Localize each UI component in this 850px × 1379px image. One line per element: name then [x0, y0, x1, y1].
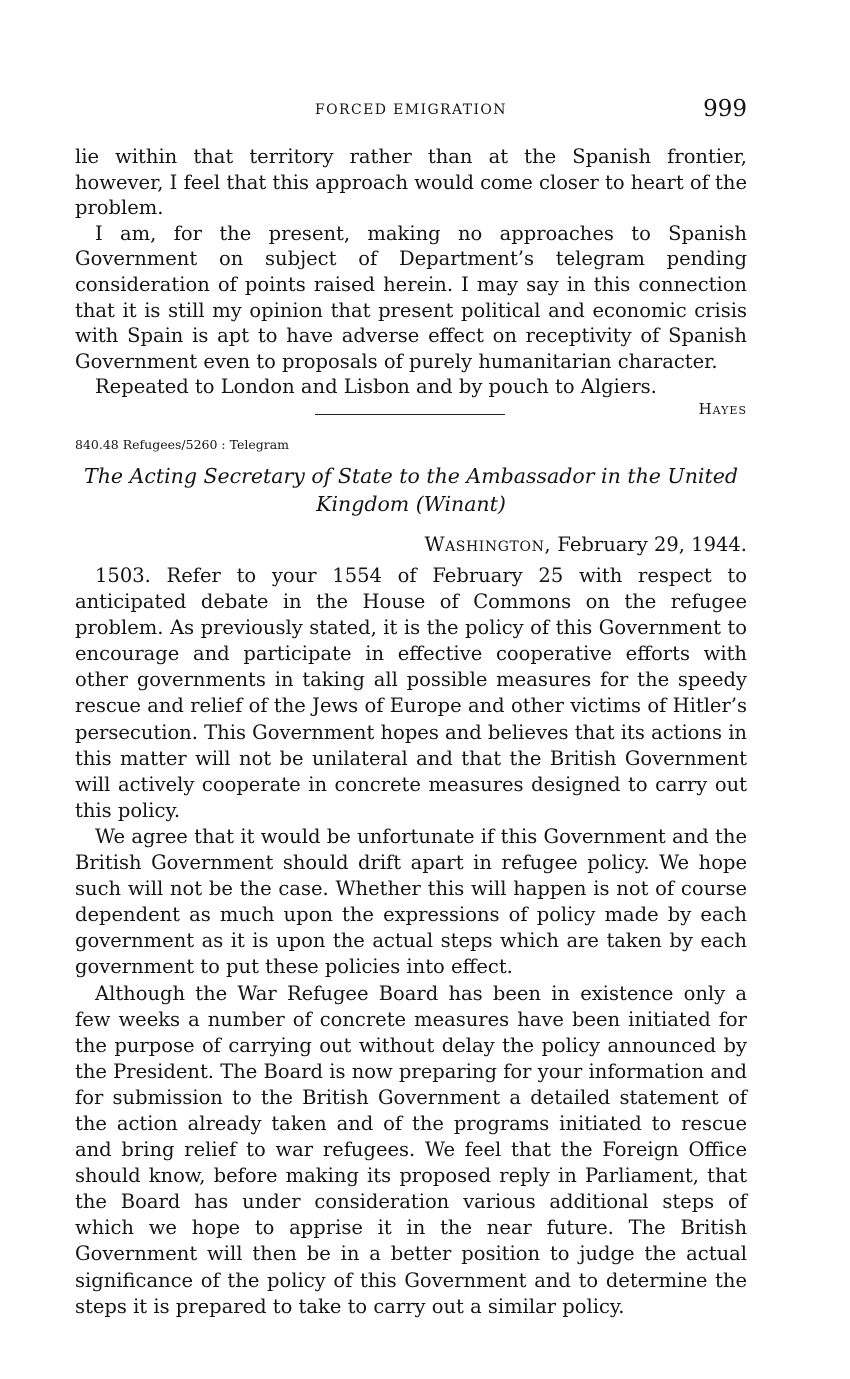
dateline — [75, 533, 747, 556]
paragraph: lie within that territory rather than at the Spanish frontier, however, I feel that this approach would come closer to heart of the problem. — [75, 145, 747, 220]
section-divider — [315, 414, 505, 415]
dateline-place: Washington, — [424, 533, 552, 556]
page-number: 999 — [703, 96, 747, 122]
paragraph: Repeated to London and Lisbon and by pouch to Algiers. — [95, 375, 657, 399]
paragraph: I am, for the present, making no approaches to Spanish Government on subject of Department’s telegram pending consideration of points raised herein. I may say in this connection that it is still my opinion that present political and economic crisis with Spain is apt to have adverse effect on receptivity of Spanish Government even to proposals of purely humanitarian character. — [75, 221, 747, 373]
paragraph: We agree that it would be unfortunate if this Government and the British Government should drift apart in refugee policy. We hope such will not be the case. Whether this will happen is not of course dependent as much upon the expressions of policy made by each government as it is upon the actual steps which are taken by each government to put these policies into effect. — [75, 824, 747, 979]
document-title: The Acting Secretary of State to the Ambassador in the United Kingdom (Winant) — [84, 464, 738, 516]
file-reference: 840.48 Refugees/5260 : Telegram — [75, 437, 290, 452]
running-title: FORCED EMIGRATION — [315, 102, 507, 118]
page-header — [75, 98, 747, 128]
paragraph: Although the War Refugee Board has been in existence only a few weeks a number of concrete measures have been initiated for the purpose of carrying out without delay the policy announced by the President. The Board is now preparing for your information and for submission to the British Government a detailed statement of the action already taken and of the programs initiated to rescue and bring relief to war refugees. We feel that the Foreign Office should know, before making its proposed reply in Parliament, that the Board has under consideration various additional steps of which we hope to apprise it in the near future. The British Government will then be in a better position to judge the actual significance of the policy of this Government and to determine the steps it is prepared to take to carry out a similar policy. — [75, 981, 747, 1318]
continuation-text — [75, 144, 747, 418]
dateline-date: February 29, 1944. — [557, 533, 747, 556]
paragraph: 1503. Refer to your 1554 of February 25 with respect to anticipated debate in the House of Commons on the refugee problem. As previously stated, it is the policy of this Government to encourage and participate in effective cooperative efforts with other governments in taking all possible measures for the speedy rescue and relief of the Jews of Europe and other victims of Hitler’s persecution. This Government hopes and believes that its actions in this matter will not be unilateral and that the British Government will actively cooperate in concrete measures designed to carry out this policy. — [75, 564, 747, 822]
signature: Hayes — [698, 399, 747, 418]
telegram-body — [75, 563, 747, 1320]
